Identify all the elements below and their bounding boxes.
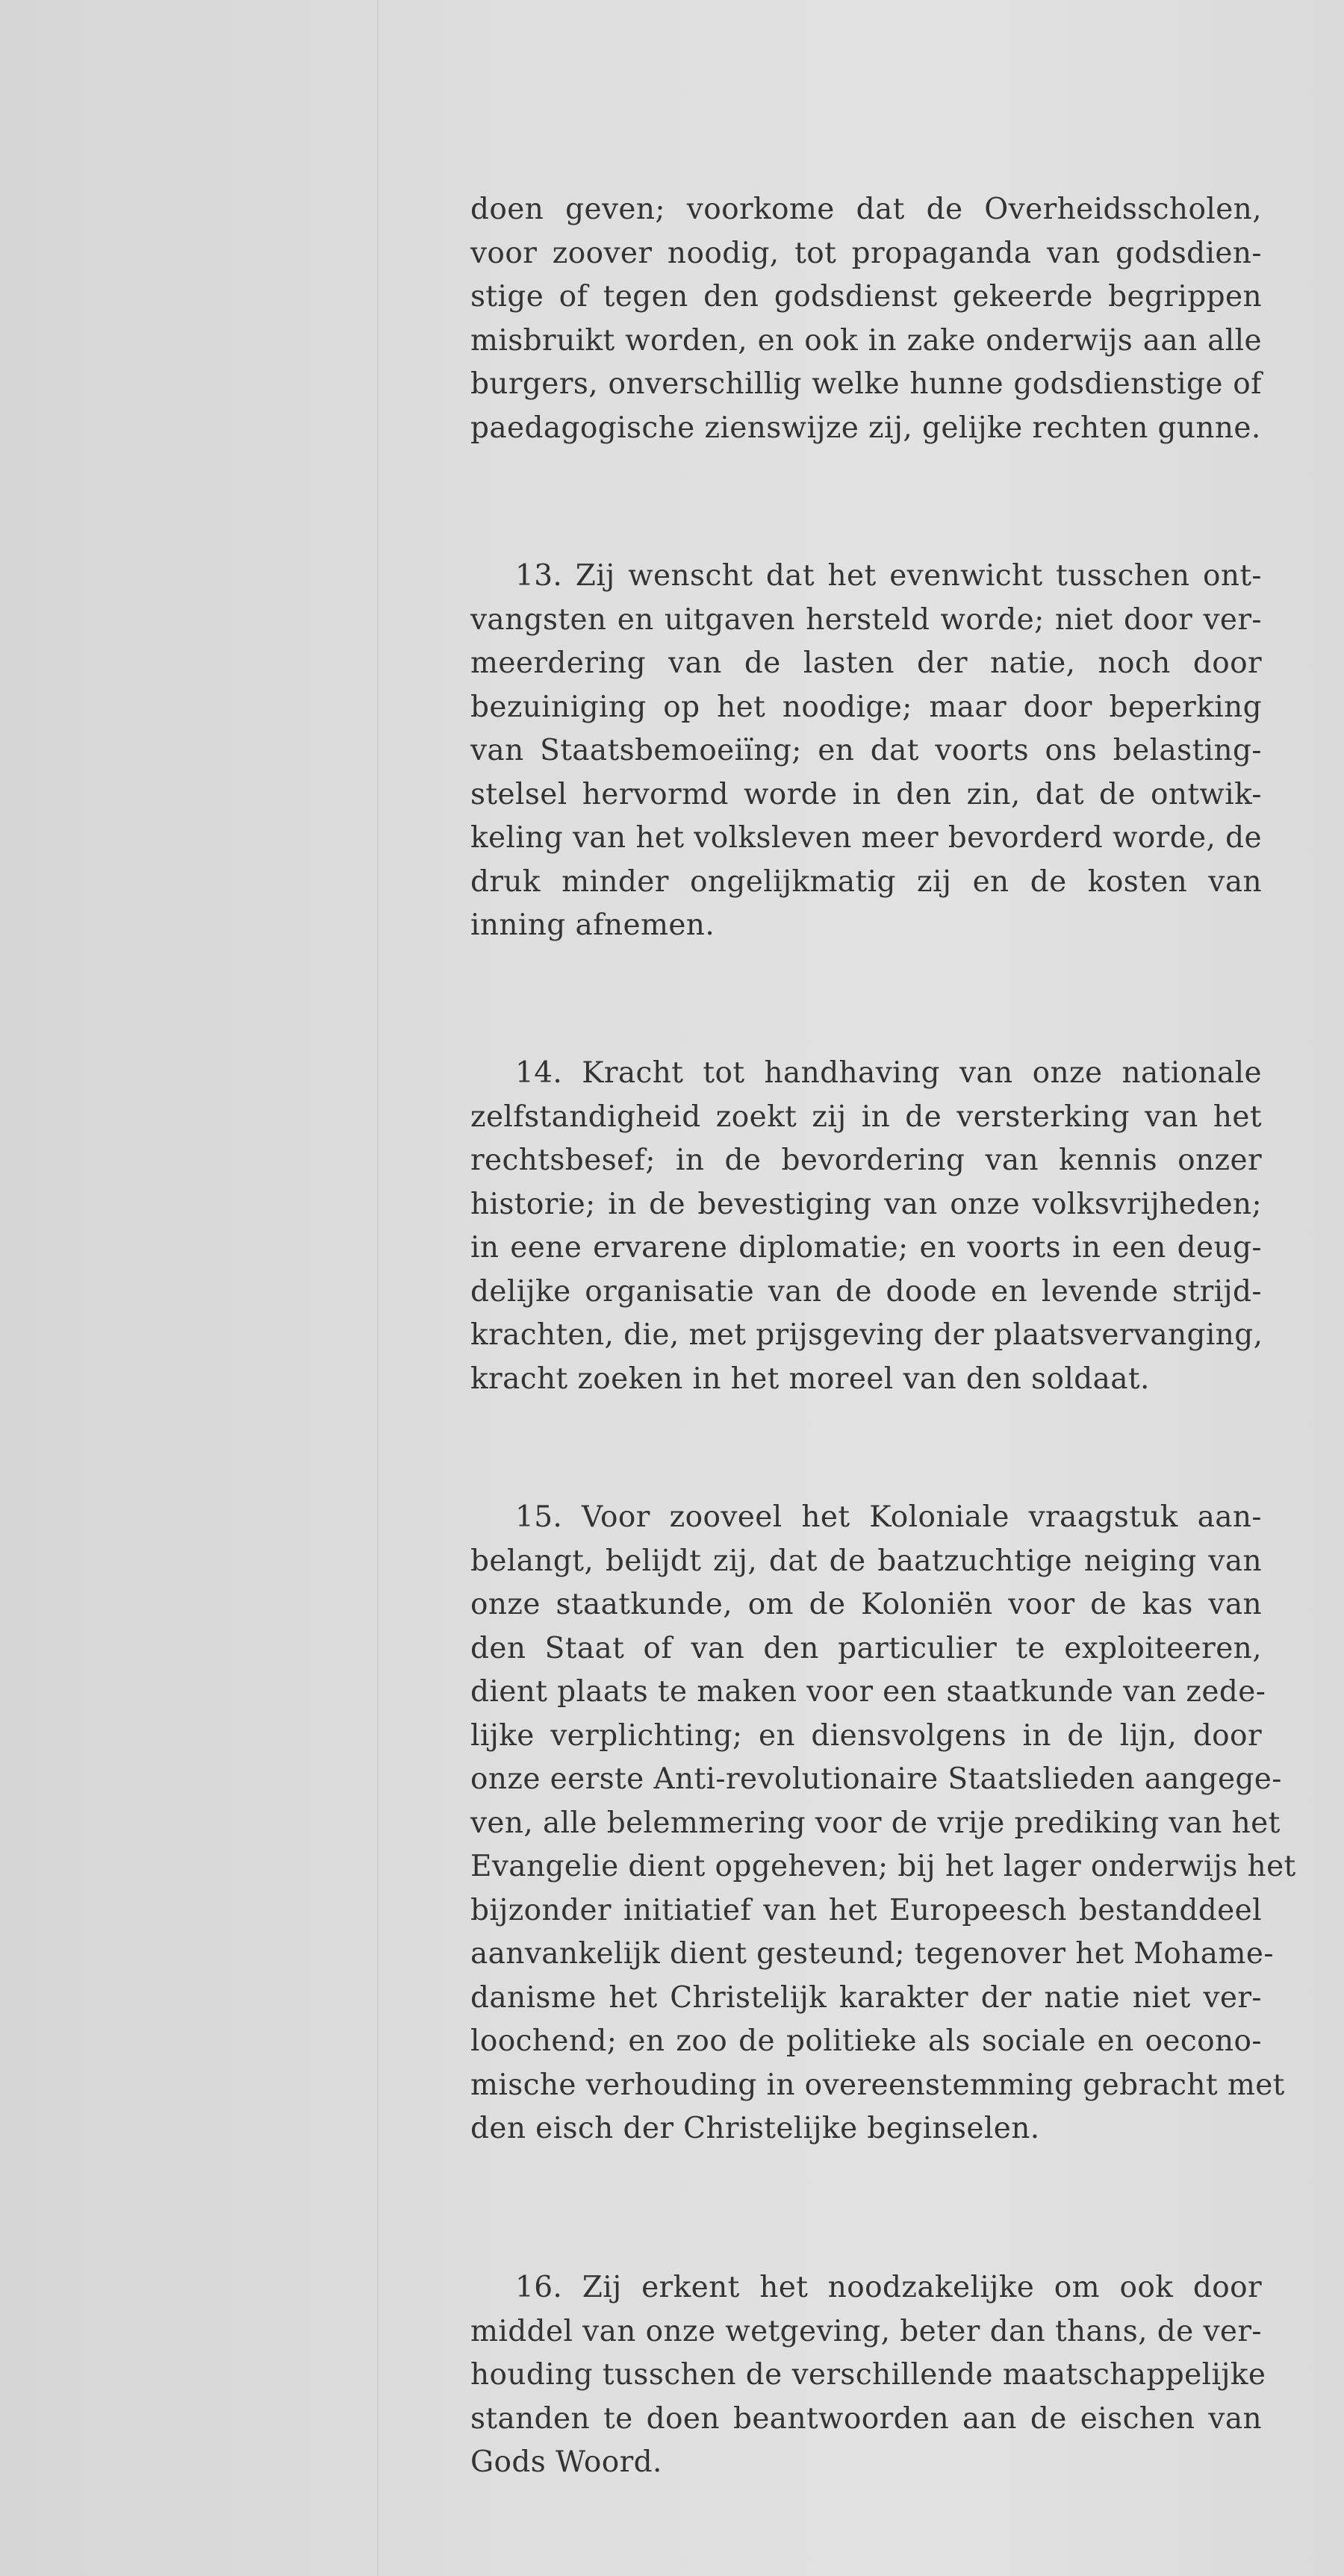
text-line: meerdering van de lasten der natie, noch door [470,646,1262,680]
text-line: loochend; en zoo de politieke als sociale en oecono- [470,2024,1262,2058]
text-line: bezuiniging op het noodige; maar door beperking [470,690,1262,724]
page-fold-shadow [377,0,379,2576]
text-line: 13. Zij wenscht dat het evenwicht tusschen ont- [515,559,1262,593]
text-line: houding tusschen de verschillende maatschappelijke [470,2358,1266,2392]
text-line: belangt, belijdt zij, dat de baatzuchtige neiging van [470,1544,1262,1578]
text-line: dient plaats te maken voor een staatkunde van zede- [470,1675,1266,1709]
text-line: voor zoover noodig, tot propaganda van godsdien- [470,236,1262,270]
article-16-paragraph [470,2266,1266,2485]
text-line: den eisch der Christelijke beginselen. [470,2112,1040,2145]
text-line: ven, alle belemmering voor de vrije prediking van het [470,1806,1281,1840]
text-line: misbruikt worden, en ook in zake onderwijs aan alle [470,323,1262,358]
text-line: 15. Voor zooveel het Koloniale vraagstuk aan- [515,1500,1262,1534]
text-line: kracht zoeken in het moreel van den soldaat. [470,1362,1150,1396]
text-line: 14. Kracht tot handhaving van onze nationale [515,1056,1262,1090]
text-line: burgers, onverschillig welke hunne godsdienstige of [470,367,1262,401]
text-line: in eene ervarene diplomatie; en voorts in een deug- [470,1231,1262,1264]
text-line: druk minder ongelijkmatig zij en de kosten van [470,864,1262,899]
article-15-paragraph [470,1496,1296,2151]
text-line: standen te doen beantwoorden aan de eischen van [470,2401,1262,2436]
text-line: historie; in de bevestiging van onze volksvrijheden; [470,1187,1262,1221]
article-13-paragraph [470,555,1262,948]
text-line: lijke verplichting; en diensvolgens in de lijn, door [470,1718,1262,1753]
text-line: mische verhouding in overeenstemming gebracht met [470,2068,1285,2102]
text-line: stige of tegen den godsdienst gekeerde begrippen [470,280,1262,314]
text-line: onze eerste Anti-revolutionaire Staatslieden aangege- [470,1762,1282,1796]
text-line: Evangelie dient opgeheven; bij het lager onderwijs het [470,1850,1296,1883]
text-line: van Staatsbemoeiïng; en dat voorts ons belasting- [470,734,1262,767]
text-line: Gods Woord. [470,2445,662,2479]
text-line: den Staat of van den particulier te exploiteeren, [470,1631,1262,1665]
intro-paragraph [470,188,1262,450]
text-line: bijzonder initiatief van het Europeesch bestanddeel [470,1893,1262,1927]
text-line: krachten, die, met prijsgeving der plaatsvervanging, [470,1318,1263,1352]
text-line: rechtsbesef; in de bevordering van kennis onzer [470,1144,1262,1177]
article-14-paragraph [470,1052,1262,1401]
text-line: delijke organisatie van de doode en levende strijd- [470,1274,1262,1309]
text-line: vangsten en uitgaven hersteld worde; niet door ver- [470,602,1262,637]
text-line: doen geven; voorkome dat de Overheidsscholen, [470,193,1262,226]
text-line: inning afnemen. [470,908,715,942]
text-line: aanvankelijk dient gesteund; tegenover het Mohame- [470,1937,1274,1971]
text-line: stelsel hervormd worde in den zin, dat de ontwik- [470,777,1262,811]
text-line: onze staatkunde, om de Koloniën voor de kas van [470,1588,1262,1621]
text-line: zelfstandigheid zoekt zij in de versterking van het [470,1100,1262,1134]
text-line: danisme het Christelijk karakter der natie niet ver- [470,1980,1262,2015]
text-line: paedagogische zienswijze zij, gelijke rechten gunne. [470,411,1261,445]
text-line: keling van het volksleven meer bevorderd worde, de [470,821,1262,855]
text-line: middel van onze wetgeving, beter dan thans, de ver- [470,2314,1262,2348]
text-line: 16. Zij erkent het noodzakelijke om ook door [515,2271,1262,2304]
